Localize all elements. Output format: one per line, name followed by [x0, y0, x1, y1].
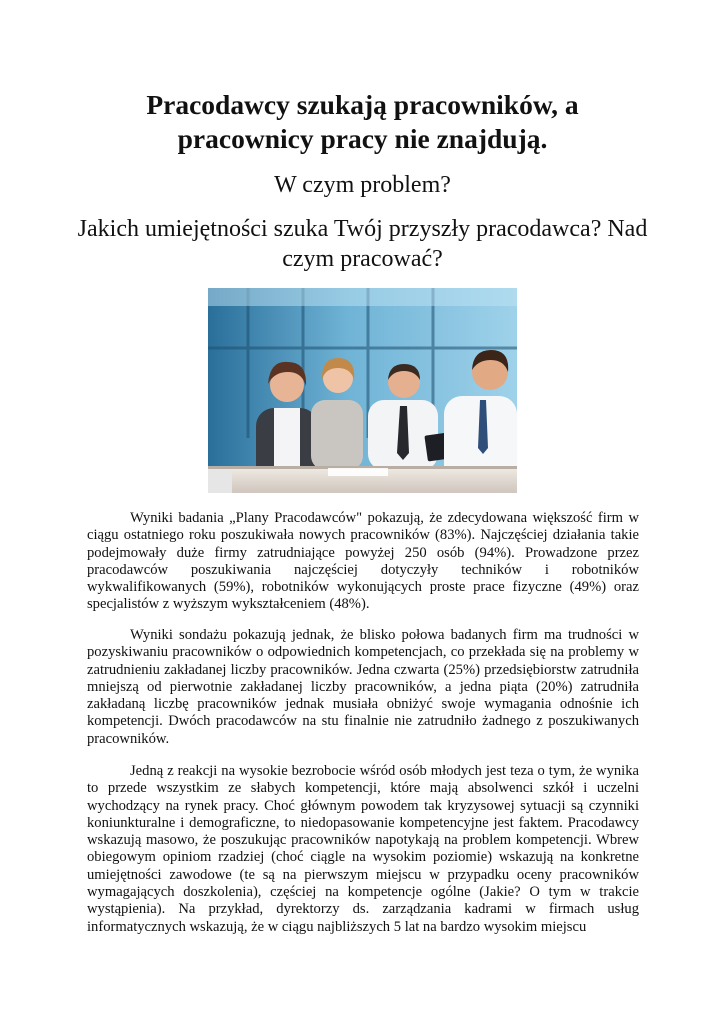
- paragraph-survey-results: Wyniki badania „Plany Pracodawców" pokazują, że zdecydowana większość firm w ciągu ostatniego roku poszukiwała nowych pracowników (83%). Najczęściej działania takie podejmowały duże firmy zatrudniające powyżej 250 osób (94%). Prowadzone przez pracodawców poszukiwania najczęściej dotyczyły techników i robotników wykwalifikowanych (59%), robotników wykonujących proste prace fizyczne (49%) oraz specjalistów z wyższym wykształceniem (48%).: [87, 510, 639, 613]
- subtitle-skills: Jakich umiejętności szuka Twój przyszły pracodawca? Nad czym pracować?: [77, 216, 648, 272]
- paragraph-recruitment-difficulties: Wyniki sondażu pokazują jednak, że blisko połowa badanych firm ma trudności w pozyskiwaniu pracowników o odpowiednich kompetencjach, co przekłada się na problemy w zatrudnieniu zakładanej liczby pracowników. Jedna czwarta (25%) przedsiębiorstw zatrudniła mniejszą od pierwotnie zakładanej liczby pracowników, a jedna piąta (20%) zatrudniła zakładaną liczbę pracowników jednak musiała obniżyć swoje wymagania odnośnie ich kompetencji. Dwóch pracodawców na stu finalnie nie zatrudniło żadnego z poszukiwanych pracowników.: [87, 627, 639, 747]
- paragraph-youth-unemployment: Jedną z reakcji na wysokie bezrobocie wśród osób młodych jest teza o tym, że wynika to przede wszystkim ze słabych kompetencji, które mają absolwenci szkół i uczelni wychodzący na rynek pracy. Choć głównym powodem tak kryzysowej sytuacji są czynniki koniunkturalne i demograficzne, to niedopasowanie kompetencyjne jest faktem. Pracodawcy wskazują masowo, że poszukując pracowników napotykają na problem kompetencji. Wbrew obiegowym opiniom rzadziej (choć ciągle na wysokim poziomie) wskazują na konkretne umiejętności zawodowe (te są na pierwszym miejscu w przypadku oceny pracowników wymagających doszkolenia), częściej na kompetencje ogólne (Jakie? O tym w trakcie wystąpienia). Na przykład, dyrektorzy ds. zarządzania kadrami w firmach usług informatycznych wskazują, że w ciągu najbliższych 5 lat na bardzo wysokim miejscu: [87, 763, 639, 935]
- business-team-photo: [208, 288, 517, 493]
- page-title: Pracodawcy szukają pracowników, a pracownicy pracy nie znajdują.: [146, 89, 579, 154]
- subtitle-question: W czym problem?: [274, 172, 451, 198]
